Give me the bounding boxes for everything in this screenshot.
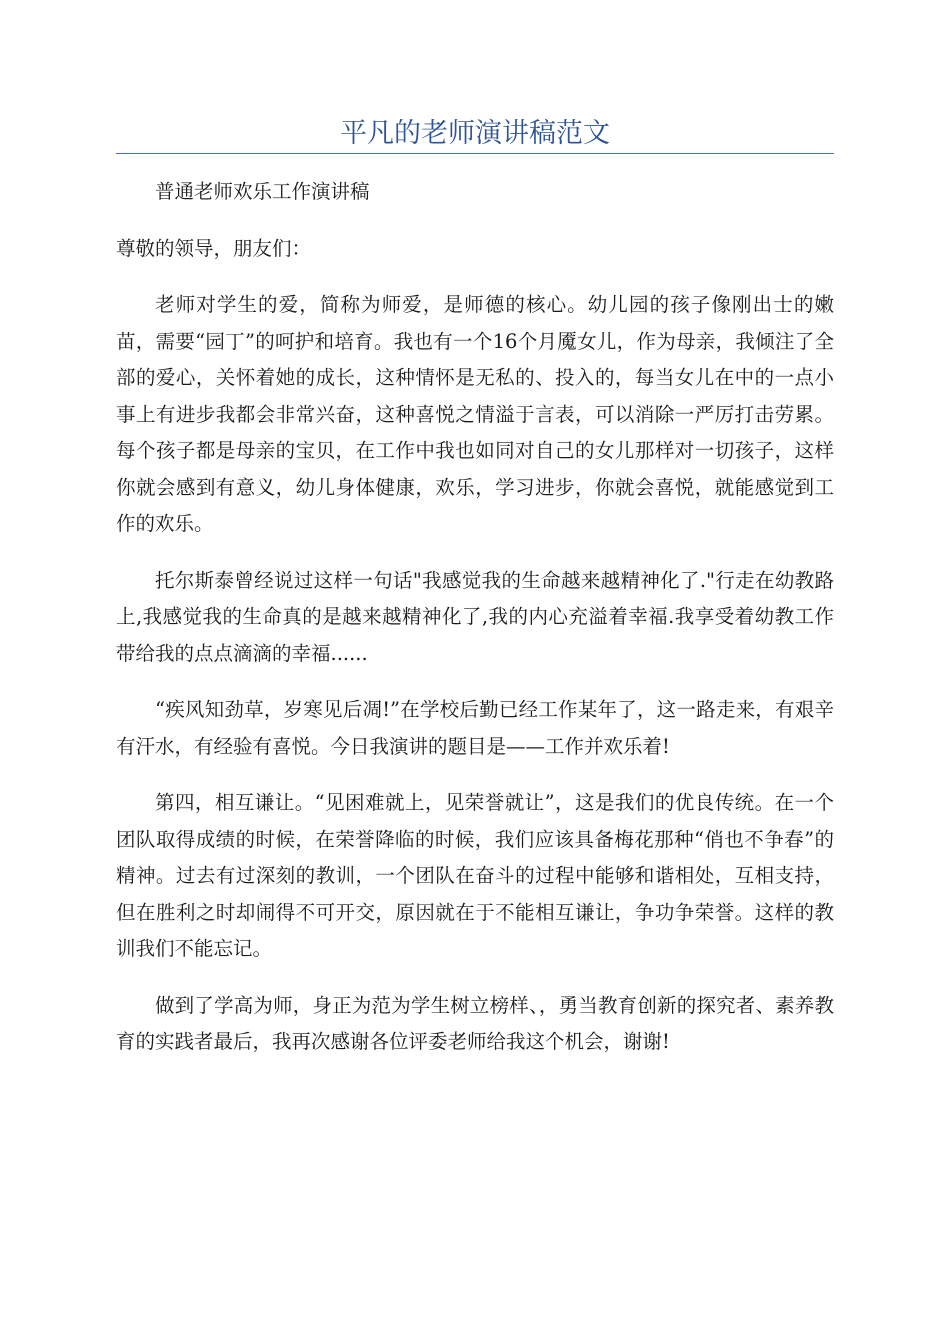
document-title: 平凡的老师演讲稿范文 (340, 118, 610, 149)
title-underline (116, 153, 834, 154)
paragraph-subtitle: 普通老师欢乐工作演讲稿 (155, 180, 370, 203)
paragraph-mutual-humility: 第四，相互谦让。“见困难就上，见荣誉就让”，这是我们的优良传统。在一个团队取得成绩的时候，在荣誉降临的时候，我们应该具备梅花那种“俏也不争春”的精神。过去有过深刻的教训，一个团队在奋斗的过程中能够和谐相处，互相支持，但在胜利之时却闹得不可开交，原因就在于不能相互谦让，争功争荣誉。这样的教训我们不能忘记。 (116, 791, 834, 960)
paragraph-teacher-love: 老师对学生的爱，简称为师爱，是师德的核心。幼儿园的孩子像刚出士的嫩苗，需要“园丁”的呵护和培育。我也有一个16个月魇女儿，作为母亲，我倾注了全部的爱心，关怀着她的成长，这种情怀是无私的、投入的，每当女儿在中的一点小事上有进步我都会非常兴奋，这种喜悦之情溢于言表，可以消除一严厉打击劳累。每个孩子都是母亲的宝贝，在工作中我也如同对自己的女儿那样对一切孩子，这样你就会感到有意义，幼儿身体健康，欢乐，学习进步，你就会喜悦，就能感觉到工作的欢乐。 (116, 293, 834, 535)
paragraph-closing: 做到了学高为师，身正为范为学生树立榜样、，勇当教育创新的探究者、素养教育的实践者最后，我再次感谢各位评委老师给我这个机会，谢谢! (116, 993, 834, 1053)
paragraph-salutation: 尊敬的领导，朋友们： (116, 236, 312, 260)
document-body (116, 174, 834, 1081)
paragraph-speech-topic: “疾风知劲草，岁寒见后凋!”在学校后勤已经工作某年了，这一路走来，有艰辛有汗水，有经验有喜悦。今日我演讲的题目是——工作并欢乐着! (116, 698, 834, 758)
paragraph-tolstoy-quote: 托尔斯泰曾经说过这样一句话"我感觉我的生命越来越精神化了."行走在幼教路上,我感觉我的生命真的是越来越精神化了,我的内心充溢着幸福.我享受着幼教工作带给我的点点滴滴的幸福...... (116, 568, 834, 665)
